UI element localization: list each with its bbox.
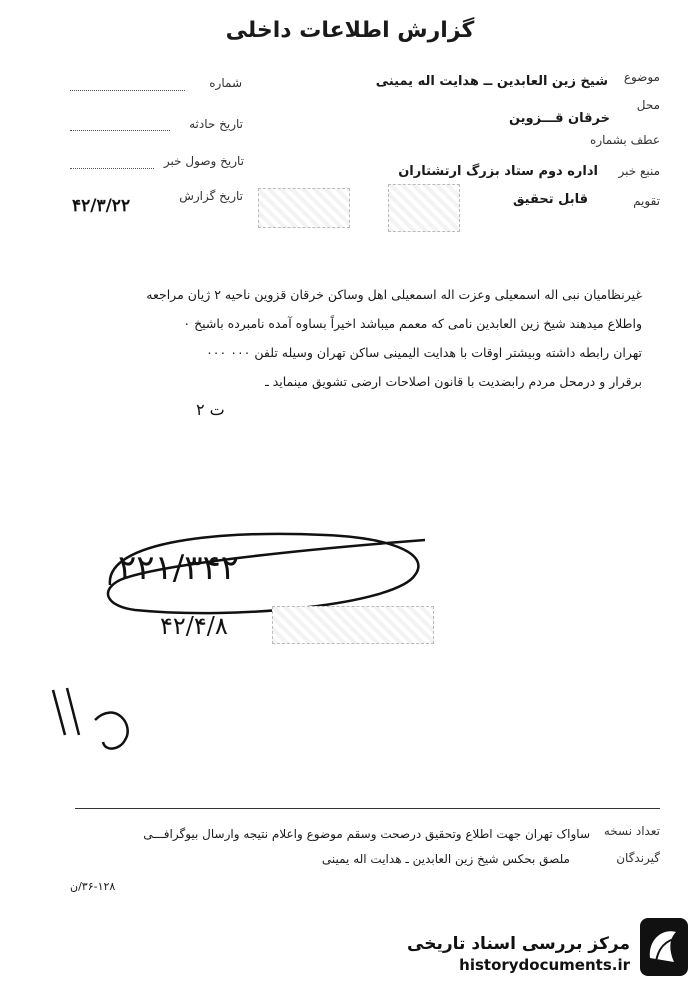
source-label: منبع خبر xyxy=(618,164,660,178)
location-label: محل xyxy=(636,98,660,112)
copies-label: تعداد نسخه xyxy=(603,824,660,838)
subject-label: موضوع xyxy=(623,70,660,84)
org-name: مرکز بررسی اسناد تاریخی xyxy=(407,934,630,954)
report-date-label: تاریخ گزارش xyxy=(179,189,243,203)
handwritten-big-number: ۲۲۱/۳۴۲ xyxy=(118,548,240,588)
number-dotline xyxy=(70,90,185,91)
body-line-4: برقرار و درمحل مردم رابضدیت با قانون اصلاحات ارضی تشویق مینماید ـ xyxy=(265,374,642,389)
body-line-3: تهران رابطه داشته وبیشتر اوقات با هدایت الیمینی ساکن تهران وسیله تلفن ۰۰۰ ۰۰۰ xyxy=(206,345,642,360)
faded-stamp-middle xyxy=(272,606,434,644)
body-line-1: غیرنظامیان نبی اله اسمعیلی وعزت اله اسمعیلی اهل وساکن خرقان قزوین ناحیه ۲ ژیان مراجعه xyxy=(146,287,642,302)
archive-logo-icon xyxy=(640,918,688,976)
source-value: اداره دوم ستاد بزرگ ارتشتاران xyxy=(398,164,598,179)
evaluation-value: قابل تحقیق xyxy=(512,192,588,207)
body-line-2: واطلاع میدهند شیخ زین العابدین نامی که معمم میباشد اخیراً بساوه آمده نامبرده باشیخ ۰ xyxy=(183,316,642,331)
copies-value: ساواک تهران جهت اطلاع وتحقیق درصحت وسقم موضوع واعلام نتیجه وارسال بیوگرافـــی xyxy=(143,827,590,841)
subject-value: شیخ زین العابدین ــ هدایت اله یمینی xyxy=(375,74,608,89)
incident-date-label: تاریخ حادثه xyxy=(189,117,243,131)
document-title: گزارش اطلاعات داخلی xyxy=(225,18,475,43)
reference-label: عطف بشماره xyxy=(590,133,660,147)
received-date-dotline xyxy=(70,168,154,169)
handwritten-margin-note: ت ۲ xyxy=(196,400,225,419)
footer-rule xyxy=(75,808,660,809)
handwritten-corner-mark: ۱۱ xyxy=(20,686,31,697)
org-url: historydocuments.ir xyxy=(459,956,630,974)
report-date-value: ۴۲/۳/۲۲ xyxy=(72,196,131,216)
evaluation-label: تقویم xyxy=(633,194,660,208)
faded-stamp-left xyxy=(258,188,350,228)
number-label: شماره xyxy=(209,76,242,90)
recipients-label: گیرندگان xyxy=(616,851,660,865)
faded-stamp-right xyxy=(388,184,460,232)
handwritten-date: ۴۲/۴/۸ xyxy=(160,612,228,640)
corner-scribble xyxy=(45,680,145,760)
archive-code: ۳۶-۱۲۸/ن xyxy=(70,880,116,893)
received-date-label: تاریخ وصول خبر xyxy=(163,154,244,168)
recipients-value: ملصق بحکس شیخ زین العابدین ـ هدایت اله یمینی xyxy=(321,852,570,866)
location-value: خرقان قـــزوین xyxy=(508,111,610,126)
incident-date-dotline xyxy=(70,130,170,131)
